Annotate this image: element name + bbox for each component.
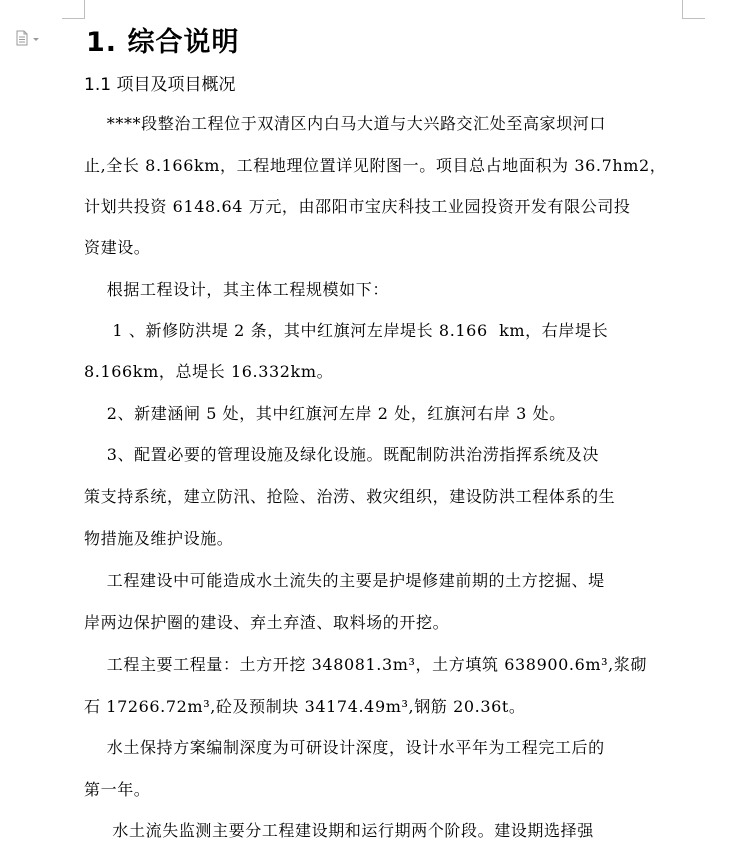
page-corner-mark-left xyxy=(62,0,85,19)
document-icon[interactable] xyxy=(14,30,44,46)
text-line-7: 8.166km，总堤长 16.332km。 xyxy=(84,362,334,381)
text-line-17: 第一年。 xyxy=(84,780,151,799)
heading-1: 1. 综合说明 xyxy=(86,27,240,58)
text-line-8: 2、新建涵闸 5 处，其中红旗河左岸 2 处，红旗河右岸 3 处。 xyxy=(84,404,566,423)
text-line-14: 工程主要工程量：土方开挖 348081.3m³，土方填筑 638900.6m³,浆砌 xyxy=(84,655,648,674)
text-line-2: 止,全长 8.166km，工程地理位置详见附图一。项目总占地面积为 36.7hm2， xyxy=(84,156,667,175)
text-line-10: 策支持系统，建立防汛、抢险、治涝、救灾组织，建设防洪工程体系的生 xyxy=(84,487,616,506)
text-line-6: 1 、新修防洪堤 2 条，其中红旗河左岸堤长 8.166 km，右岸堤长 xyxy=(84,321,609,340)
text-line-16: 水土保持方案编制深度为可研设计深度，设计水平年为工程完工后的 xyxy=(84,738,605,757)
text-line-13: 岸两边保护圈的建设、弃土弃渣、取料场的开挖。 xyxy=(84,613,450,632)
text-line-11: 物措施及维护设施。 xyxy=(84,529,234,548)
text-line-15: 石 17266.72m³,砼及预制块 34174.49m³,钢筋 20.36t。 xyxy=(84,697,526,716)
page-corner-mark-right xyxy=(682,0,705,19)
text-line-3: 计划共投资 6148.64 万元，由邵阳市宝庆科技工业园投资开发有限公司投 xyxy=(84,197,631,216)
text-line-9: 3、配置必要的管理设施及绿化设施。既配制防洪治涝指挥系统及决 xyxy=(84,445,599,464)
heading-1-1: 1.1 项目及项目概况 xyxy=(84,75,236,95)
text-line-1: ****段整治工程位于双清区内白马大道与大兴路交汇处至高家坝河口 xyxy=(84,114,606,133)
text-line-12: 工程建设中可能造成水土流失的主要是护堤修建前期的土方挖掘、堤 xyxy=(84,571,605,590)
text-line-5: 根据工程设计，其主体工程规模如下： xyxy=(84,280,389,299)
text-line-4: 资建设。 xyxy=(84,238,151,257)
text-line-18: 水土流失监测主要分工程建设期和运行期两个阶段。建设期选择强 xyxy=(84,821,594,840)
